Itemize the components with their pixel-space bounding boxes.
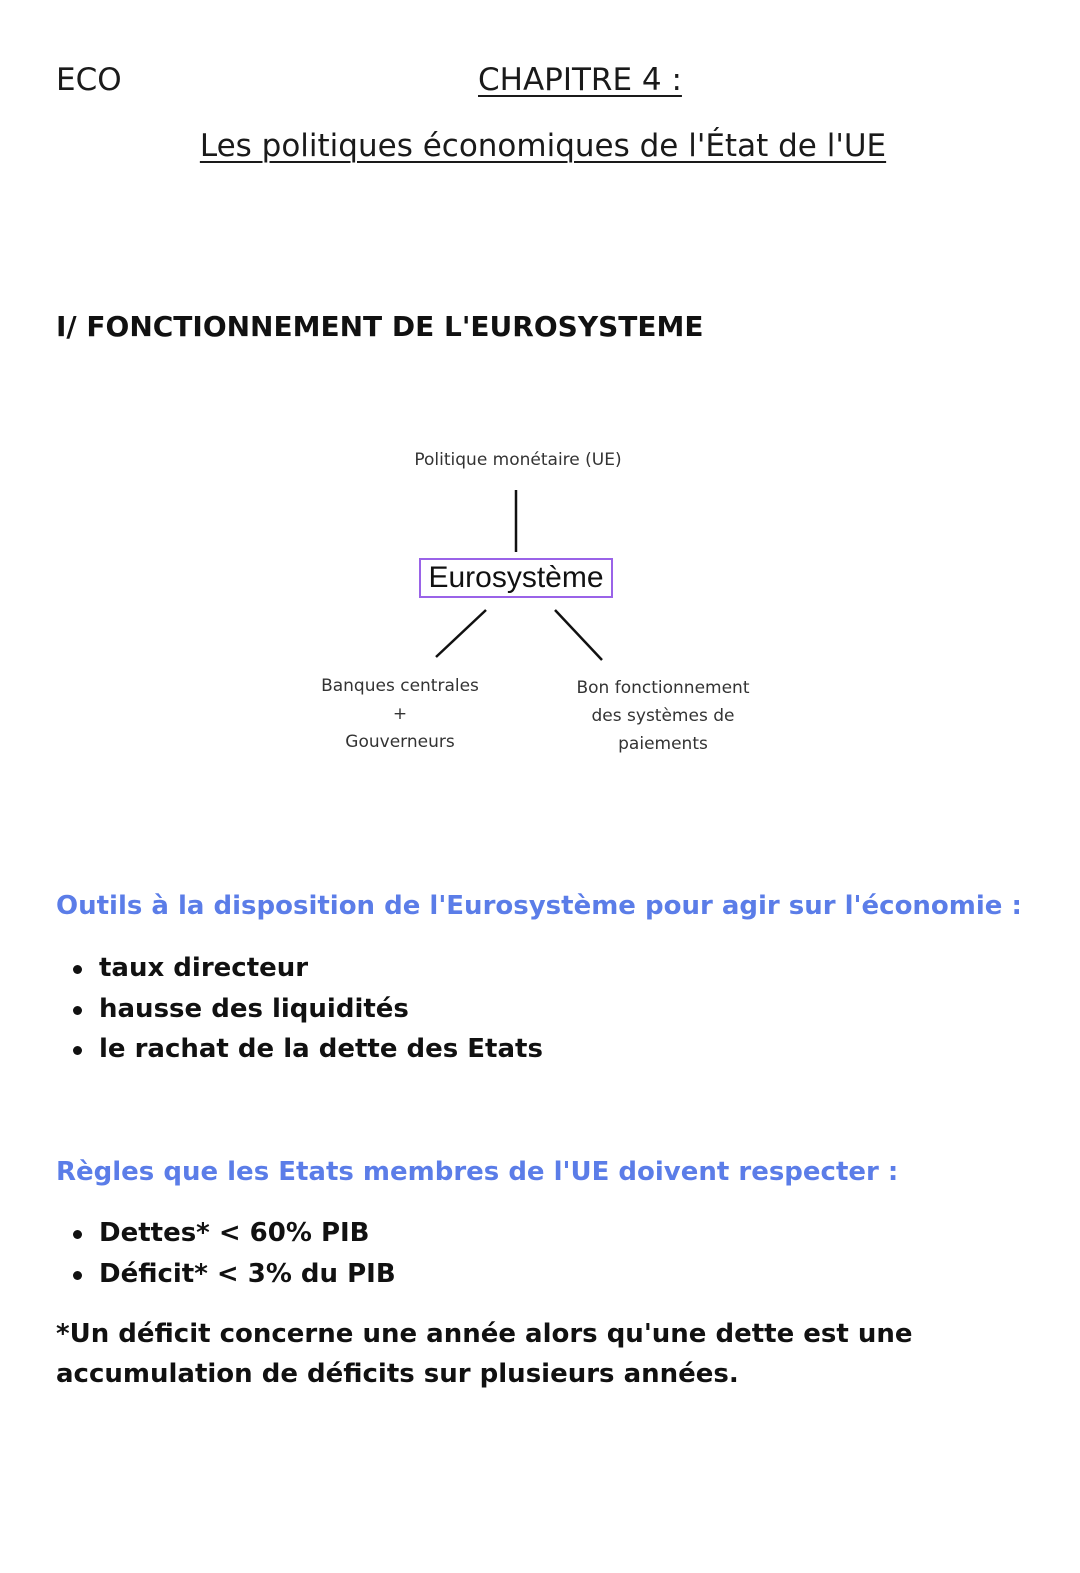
diagram-right-line: des systèmes de [591,706,735,726]
diagram-right-line: Bon fonctionnement [576,678,750,698]
tools-heading: Outils à la disposition de l'Eurosystème pour agir sur l'économie : [56,891,1022,921]
connector-left [436,610,486,657]
list-item: Dettes* < 60% PIB [56,1213,396,1254]
rules-list [56,1213,396,1294]
diagram-right-label [548,674,778,758]
diagram-center-box: Eurosystème [419,558,613,598]
list-item: Déficit* < 3% du PIB [56,1254,396,1295]
chapter-label: CHAPITRE 4 : [478,62,682,98]
footnote-line: *Un déficit concerne une année alors qu'une dette est une [56,1319,913,1349]
diagram-top-label: Politique monétaire (UE) [414,450,622,470]
list-item: hausse des liquidités [56,989,543,1030]
tools-list [56,948,543,1070]
diagram-right-line: paiements [618,734,708,754]
rules-heading: Règles que les Etats membres de l'UE doivent respecter : [56,1157,899,1187]
diagram-left-line: Gouverneurs [345,732,455,752]
diagram-left-label [300,672,500,756]
subject-label: ECO [56,62,122,98]
section-heading: I/ FONCTIONNEMENT DE L'EUROSYSTEME [56,310,704,343]
diagram-left-line: + [392,704,408,724]
list-item: le rachat de la dette des Etats [56,1029,543,1070]
page-title: Les politiques économiques de l'État de l'UE [199,128,887,164]
footnote [56,1314,1036,1394]
footnote-line: accumulation de déficits sur plusieurs années. [56,1359,739,1389]
connector-right [555,610,602,660]
list-item: taux directeur [56,948,543,989]
diagram-left-line: Banques centrales [321,676,479,696]
